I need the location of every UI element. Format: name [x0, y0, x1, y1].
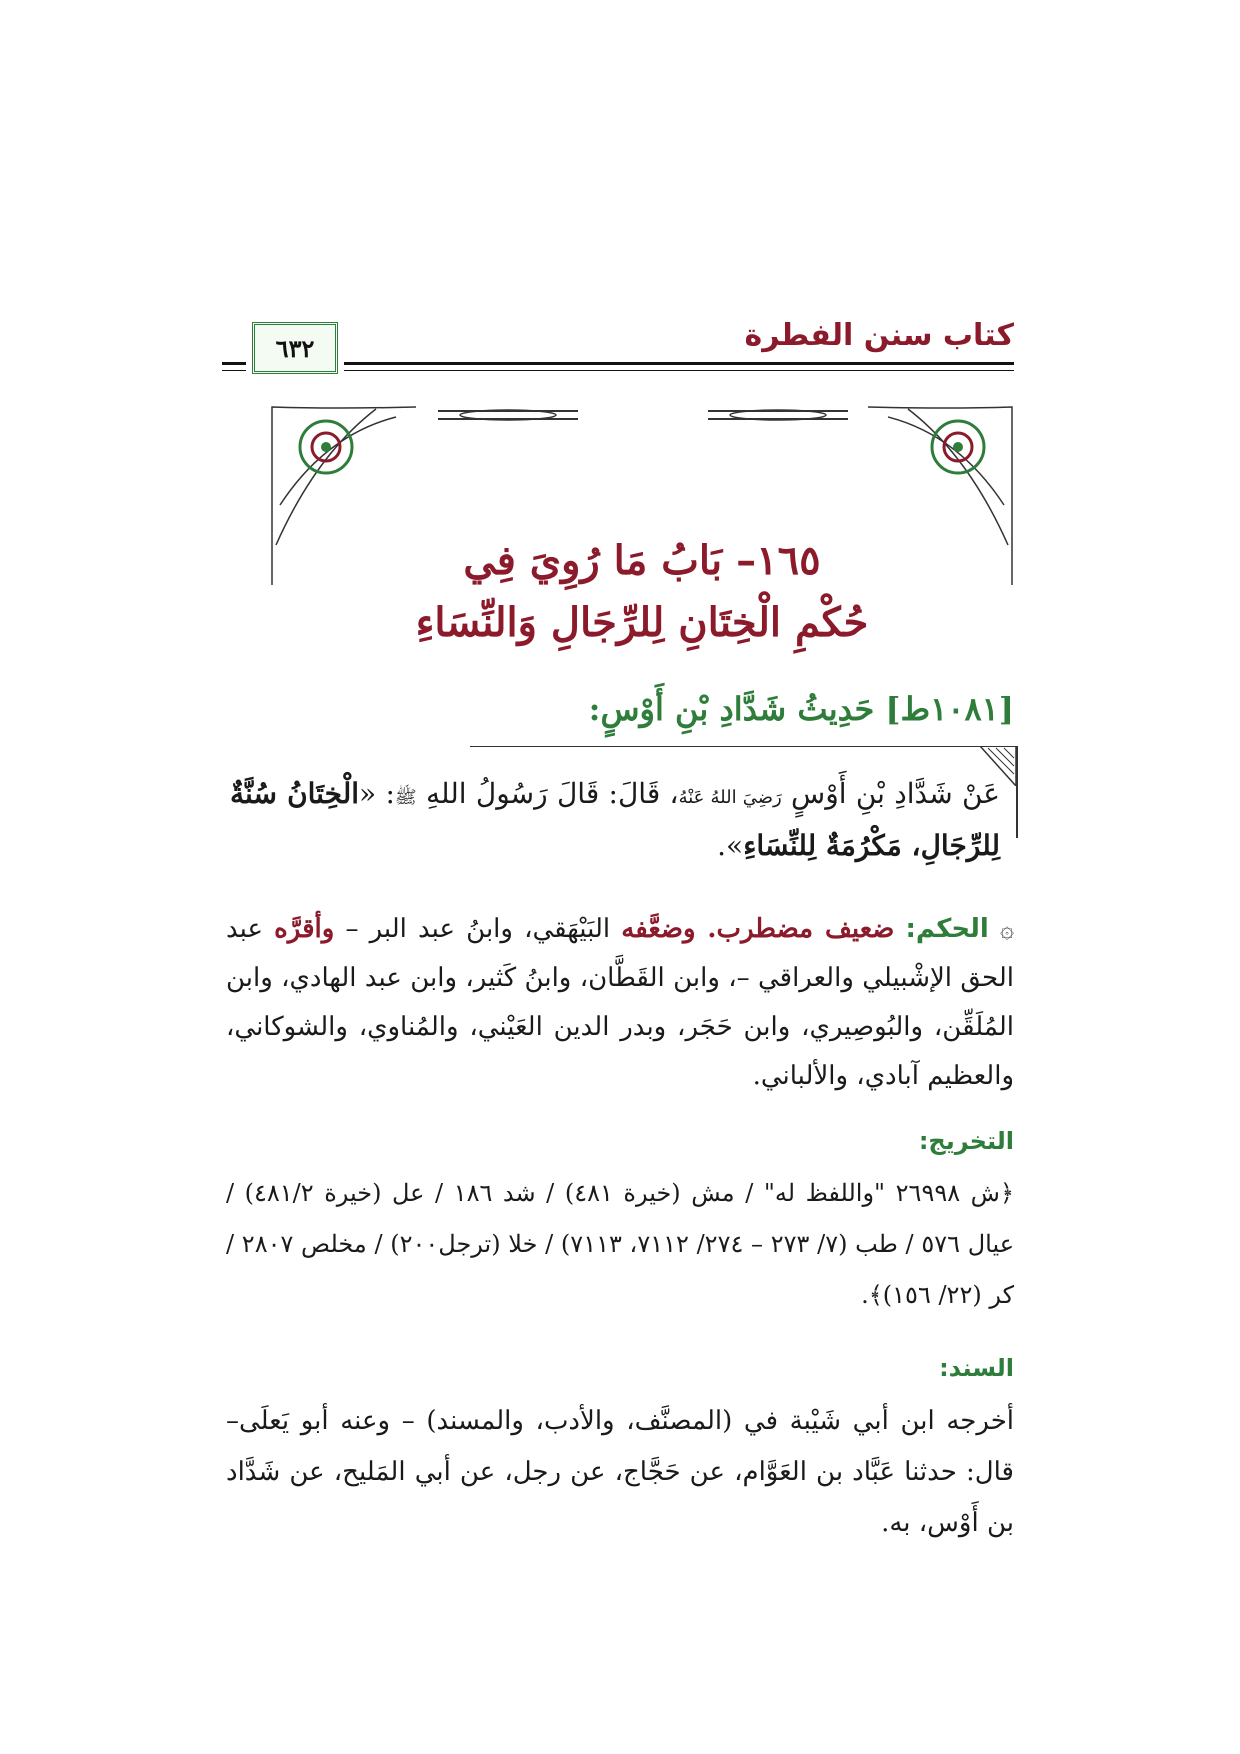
hadith-box-side-rule: [1016, 746, 1018, 838]
hadith-quote: الْخِتَانُ سُنَّةٌ لِلرِّجَالِ، مَكْرُمَةٌ لِلنِّسَاءِ: [230, 777, 1000, 862]
ruling-verdict: ضعيف مضطرب. وضعَّفه: [621, 914, 895, 944]
ruling-approved: وأقرَّه: [274, 914, 335, 944]
ruling-paragraph: [226, 905, 1014, 1101]
hadith-heading: [١٠٨١ط] حَدِيثُ شَدَّادِ بْنِ أَوْسٍ:: [588, 690, 1014, 728]
sanad-heading: السند:: [939, 1354, 1014, 1382]
hadith-text-before: عَنْ شَدَّادِ بْنِ أَوْسٍ: [781, 777, 1001, 810]
running-header: [222, 318, 1014, 378]
honorific-prophet: ﷺ: [394, 787, 417, 808]
header-rule-left: [222, 362, 246, 365]
ruling-text-2: عبد الحق الإشْبيلي والعراقي –، وابن القَطَّان، وابنُ كَثير، وابن عبد الهادي، وابن المُلَقِّن، والبُوصِيري، وابن حَجَر، وبدر الدين العَيْني، والمُناوي، والشوكاني، والعظيم آبادي، والألباني.: [226, 914, 1014, 1091]
sanad-text: أخرجه ابن أبي شَيْبة في (المصنَّف، والأدب، والمسند) – وعنه أبو يَعلَى– قال: حدثنا عَبَّاد بن العَوَّام، عن حَجَّاج، عن رجل، عن أبي المَليح، عن شَدَّاد بن أَوْس، به.: [226, 1406, 1014, 1538]
chapter-title-line-2: حُكْمِ الْخِتَانِ لِلرِّجَالِ وَالنِّسَاءِ: [415, 599, 869, 646]
header-rule-left-thin: [222, 370, 246, 371]
book-title: كتاب سنن الفطرة: [744, 318, 1014, 353]
chapter-title-line-1: ١٦٥– بَابُ مَا رُوِيَ فِي: [463, 537, 821, 584]
chapter-title: [268, 530, 1016, 654]
takhrij-text: ﴿ش ٢٦٩٩٨ "واللفظ له" / مش (خيرة ٤٨١) / شد ١٨٦ / عل (خيرة ٤٨١/٢) / عيال ٥٧٦ / طب (٧/ ٢٧٣ – ٢٧٤/ ٧١١٢، ٧١١٣) / خلا (ترجل٢٠٠) / مخلص ٢٨٠٧ / كر (٢٢/ ١٥٦)﴾.: [226, 1179, 1015, 1309]
hadith-text-end: ».: [717, 829, 744, 862]
hadith-text-colon: : «: [359, 777, 395, 810]
honorific-companion: رَضِيَ اللهُ عَنْهُ: [678, 787, 782, 808]
hadith-text-middle: ، قَالَ: قَالَ رَسُولُ اللهِ: [416, 777, 679, 810]
header-rule-thin: [344, 370, 1014, 371]
ruling-text-1: البَيْهَقي، وابنُ عبد البر –: [345, 914, 611, 944]
page-number: ٦٣٢: [275, 333, 315, 363]
ruling-label: الحكم:: [905, 914, 989, 944]
header-rule: [344, 362, 1014, 365]
page-number-frame: [252, 322, 338, 374]
flower-icon: ۞: [999, 915, 1015, 943]
takhrij-heading: التخريج:: [918, 1127, 1014, 1155]
hadith-text: [230, 770, 1000, 870]
hadith-box-top-rule: [470, 746, 1016, 747]
